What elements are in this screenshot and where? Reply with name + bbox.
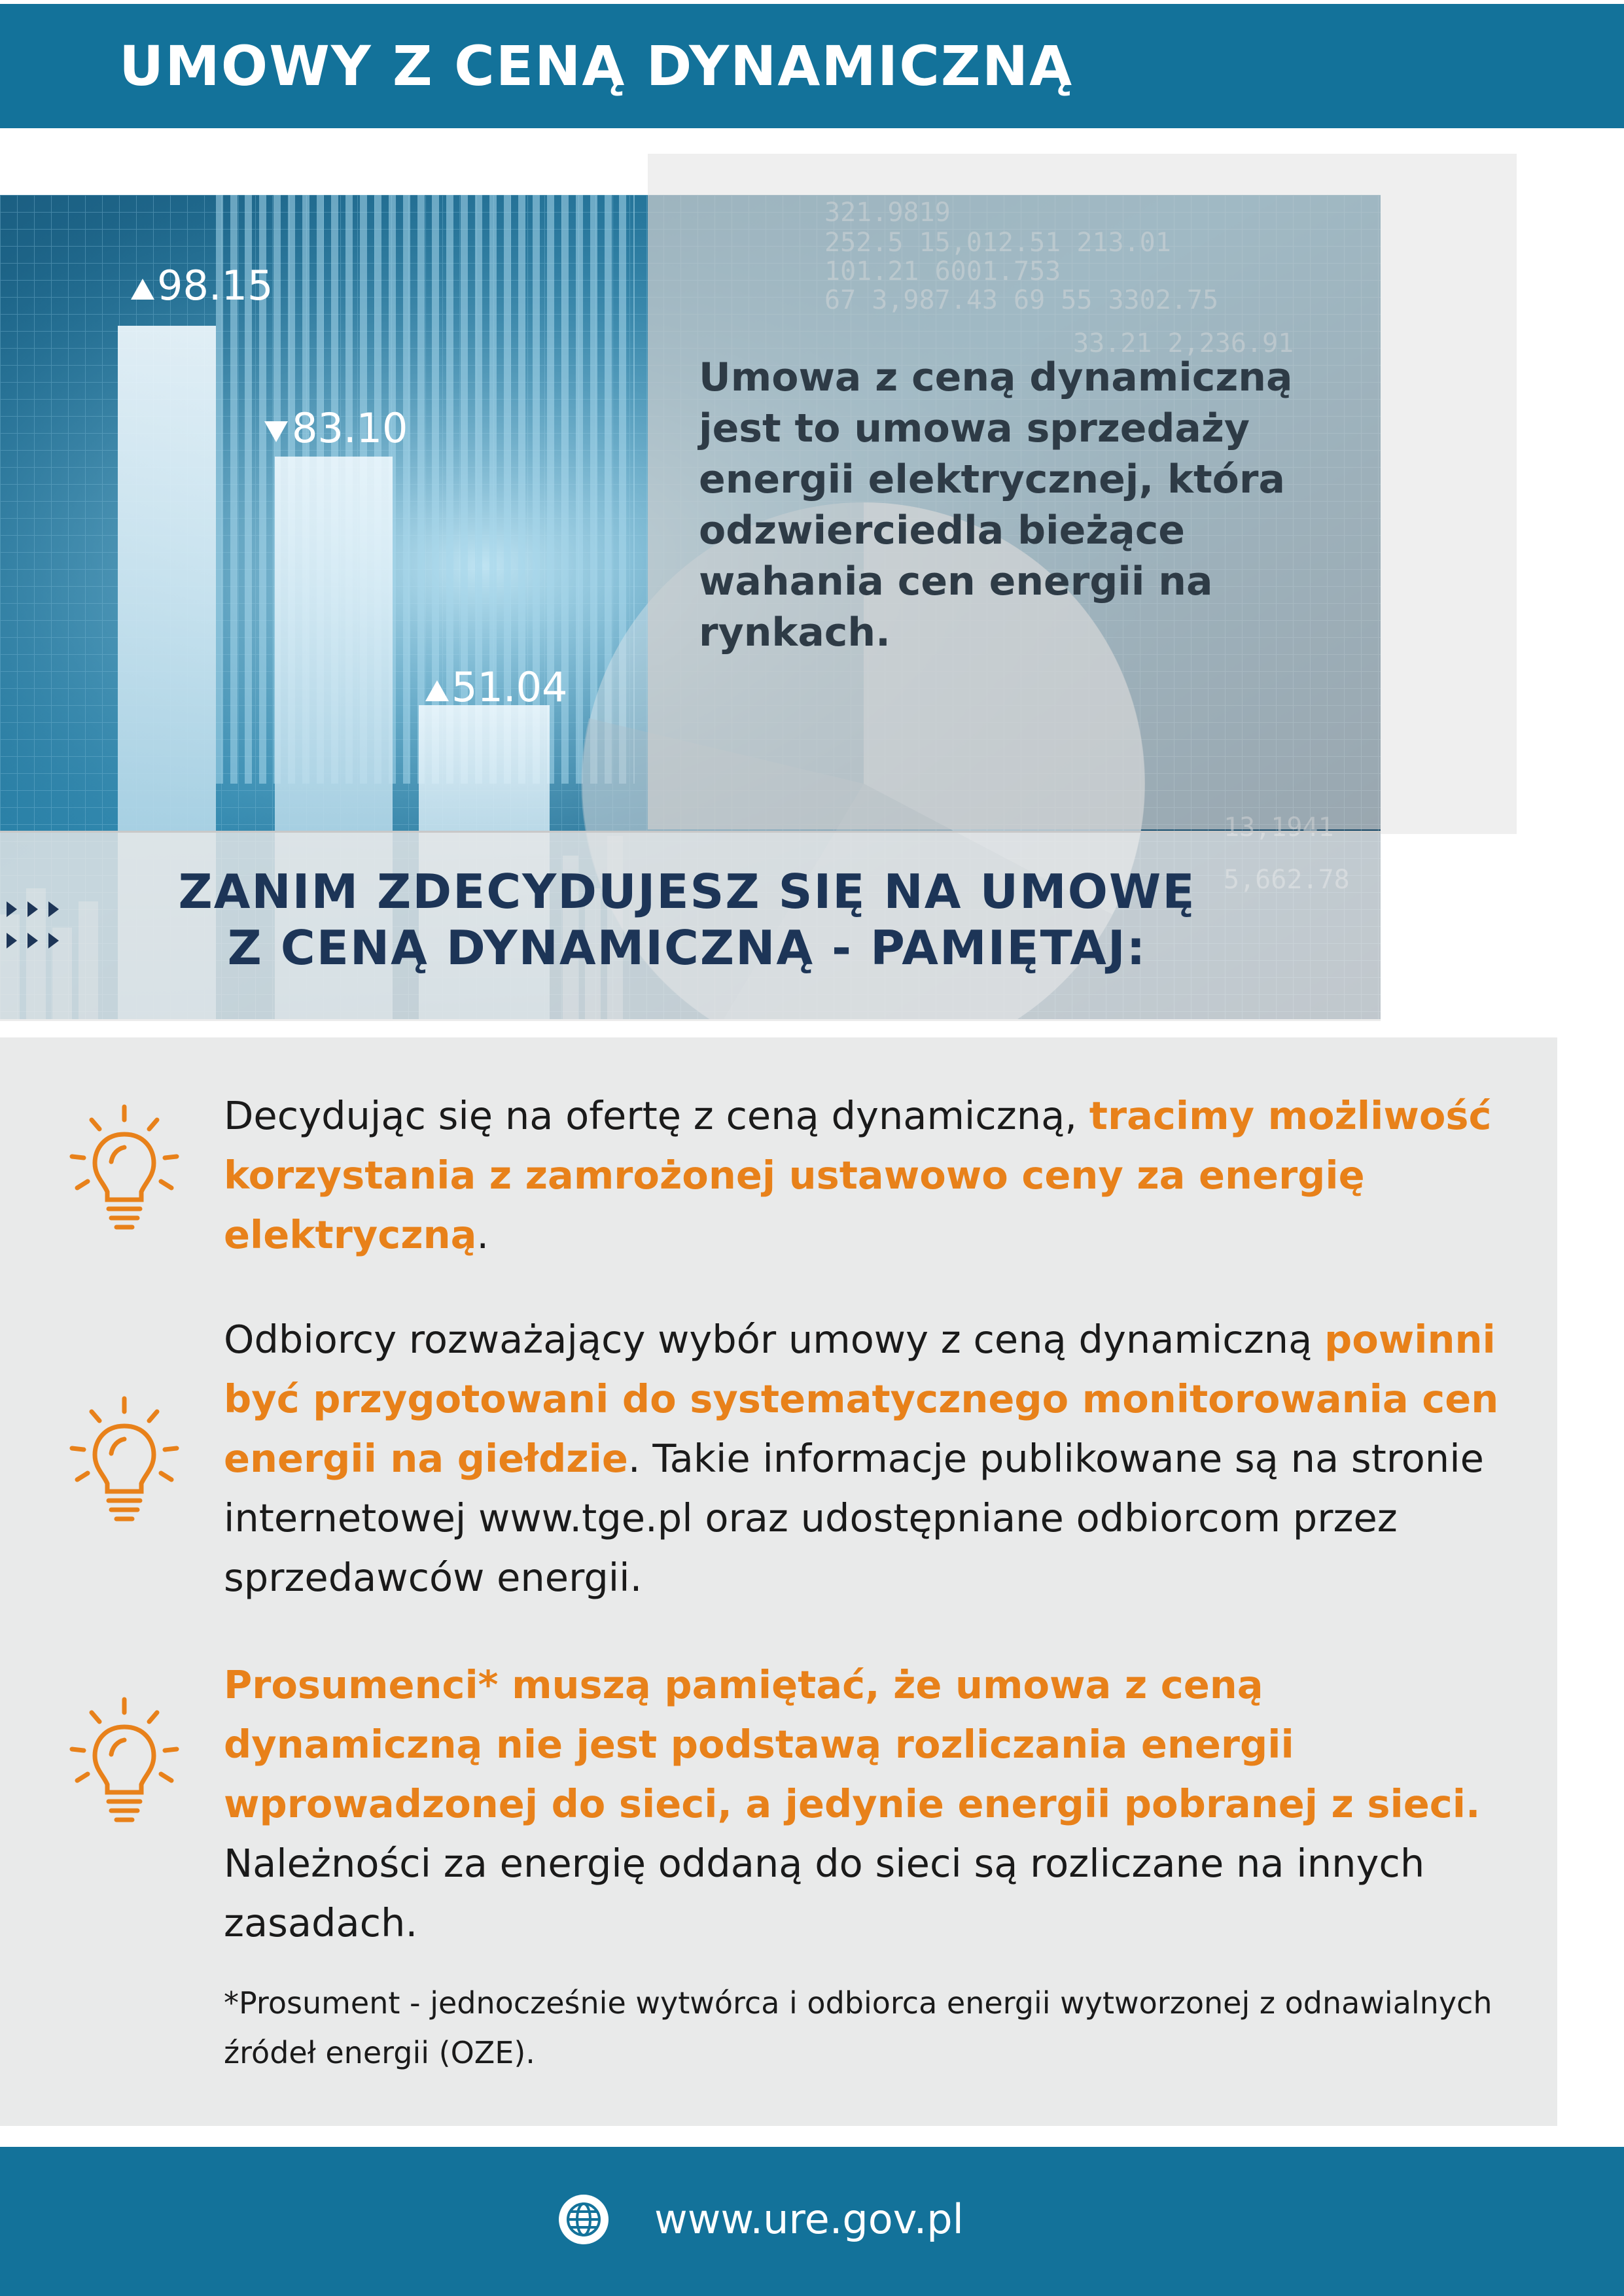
- highlight-text: tracimy możliwość korzystania z zamrożonej ustawowo ceny za energię elektryczną: [224, 1093, 1492, 1257]
- banner-title: [131, 863, 1243, 976]
- globe-icon: [557, 2193, 610, 2246]
- lightbulb-icon: [65, 1393, 183, 1524]
- intro-text: Umowa z ceną dynamiczną jest to umowa sprzedaży energii elektrycznej, która odzwierciedla bieżące wahania cen energii na rynkach.: [699, 355, 1293, 655]
- page-title: UMOWY Z CENĄ DYNAMICZNĄ: [119, 34, 1074, 98]
- info-item-3: Prosumenci* muszą pamiętać, że umowa z ceną dynamiczną nie jest podstawą rozliczania energii wprowadzonej do sieci, a jedynie energii pobranej z sieci. Należności za energię oddaną do sieci są rozliczane na innych zasadach.: [224, 1662, 1481, 1945]
- ticker-value-1: 98.15: [157, 262, 274, 309]
- info-item-1: Decydując się na ofertę z ceną dynamiczną, tracimy możliwość korzystania z zamrożonej ustawowo ceny za energię elektryczną.: [224, 1093, 1492, 1257]
- website-link[interactable]: www.ure.gov.pl: [654, 2195, 964, 2243]
- highlight-text: Prosumenci* muszą pamiętać, że umowa z ceną dynamiczną nie jest podstawą rozliczania energii wprowadzonej do sieci, a jedynie energii pobranej z sieci.: [224, 1662, 1481, 1826]
- banner-title-line-1: ZANIM ZDECYDUJESZ SIĘ NA UMOWĘ: [178, 864, 1196, 919]
- lightbulb-icon: [65, 1102, 183, 1232]
- header-bar: [0, 4, 1624, 128]
- banner-title-line-2: Z CENĄ DYNAMICZNĄ - PAMIĘTAJ:: [227, 920, 1147, 975]
- triple-chevron-icon: [7, 896, 72, 959]
- lightbulb-icon: [65, 1694, 183, 1825]
- highlight-text: powinni być przygotowani do systematycznego monitorowania cen energii na giełdzie: [224, 1317, 1499, 1481]
- info-item-2: Odbiorcy rozważający wybór umowy z ceną dynamiczną powinni być przygotowani do systematycznego monitorowania cen energii na giełdzie. Takie informacje publikowane są na stronie internetowej www.tge.pl oraz udostępniane odbiorcom przez sprzedawców energii.: [224, 1317, 1499, 1600]
- footnote: *Prosument - jednocześnie wytwórca i odbiorca energii wytworzonej z odnawialnych źródeł energii (OZE).: [224, 1985, 1492, 2070]
- ticker-value-2: 83.10: [292, 404, 408, 452]
- ticker-value-3: 51.04: [451, 663, 568, 711]
